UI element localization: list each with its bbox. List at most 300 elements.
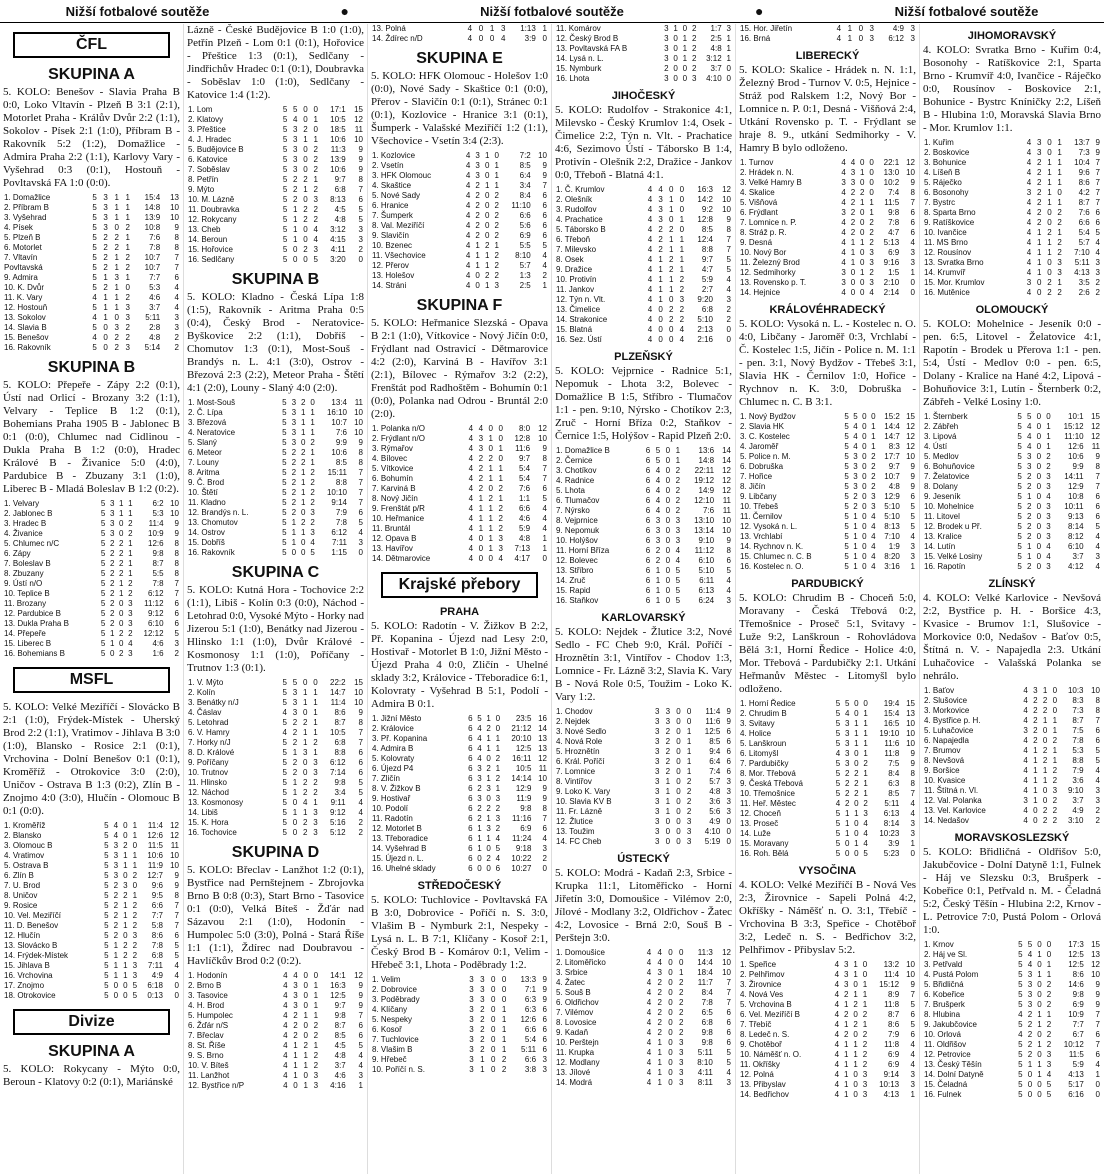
stat-cell: 5 xyxy=(844,432,849,441)
stat-cell: 5:4 xyxy=(519,464,531,473)
team-cell: 14. FC Cheb xyxy=(556,837,602,846)
table-row xyxy=(923,218,1101,228)
stat-cell: 5 xyxy=(282,468,287,477)
stat-cell: 2 xyxy=(132,951,138,960)
stat-cell: 8:7 xyxy=(334,718,346,727)
stat-cell: 3 xyxy=(686,827,692,836)
table-row xyxy=(187,1081,364,1091)
stat-cell: 4 xyxy=(1026,422,1032,431)
stat-cell: 1 xyxy=(478,524,484,533)
stat-cell: 7 xyxy=(1095,1040,1100,1049)
team-cell: 11. Horní Bříza xyxy=(556,546,610,555)
table-row xyxy=(739,839,916,849)
stat-cell: 0 xyxy=(303,155,308,164)
stat-cell: 2:10 xyxy=(883,278,900,287)
stat-cell: 6 xyxy=(468,724,473,733)
stat-cell: 0 xyxy=(860,208,865,217)
stat-cell: 5 xyxy=(655,446,661,455)
stat-cell: 0 xyxy=(303,768,308,777)
table-row xyxy=(739,278,916,288)
table-row xyxy=(187,125,364,135)
stat-cell: 5 xyxy=(100,509,106,518)
table-row xyxy=(923,442,1101,452)
stat-cell: 0 xyxy=(860,178,865,187)
stat-cell: 0 xyxy=(862,452,867,461)
stat-cell: 6:12 xyxy=(330,758,346,767)
stat-cell: 0 xyxy=(844,849,850,858)
stat-cell: 16:3 xyxy=(697,185,713,194)
stat-cell: 1 xyxy=(853,552,858,561)
team-cell: 11. Štítná n. Vl. xyxy=(924,786,979,795)
stat-cell: 2 xyxy=(310,498,315,507)
stat-cell: 2 xyxy=(494,191,499,200)
stat-cell: 1 xyxy=(480,1065,485,1074)
stat-cell: 22:11 xyxy=(694,466,715,475)
team-cell: 16. Vrchovina xyxy=(4,971,53,980)
stat-cell: 5 xyxy=(1095,756,1100,765)
stat-cell: 6 xyxy=(542,211,547,220)
stat-cell: 1 xyxy=(125,213,130,222)
stat-cell: 2 xyxy=(1095,816,1100,825)
stat-cell: 1 xyxy=(1033,756,1038,765)
table-row xyxy=(371,844,548,854)
stat-cell: 1 xyxy=(114,293,119,302)
table-row xyxy=(923,990,1101,1000)
stat-cell: 0 xyxy=(854,829,859,838)
stat-cell: 8:3 xyxy=(1072,696,1084,705)
stat-cell: 7 xyxy=(726,998,731,1007)
table-row xyxy=(187,718,364,728)
stat-cell: 3 xyxy=(657,968,662,977)
stat-cell: 5 xyxy=(358,1041,363,1050)
stat-cell: 1 xyxy=(292,748,298,757)
stat-cell: 3 xyxy=(665,717,671,726)
team-cell: 2. Hrádek n. N. xyxy=(740,168,794,177)
stat-cell: 1 xyxy=(1033,786,1038,795)
stat-cell: 2 xyxy=(313,215,318,224)
stat-cell: 5 xyxy=(282,478,287,487)
team-cell: 6. Napajedla xyxy=(924,736,969,745)
stat-cell: 0 xyxy=(858,24,864,33)
stat-cell: 0 xyxy=(1027,1080,1033,1089)
stat-cell: 16:5 xyxy=(883,719,900,728)
table-row xyxy=(555,295,732,305)
table-row xyxy=(187,728,364,738)
stat-cell: 6 xyxy=(645,486,651,495)
stat-cell: 5 xyxy=(358,215,363,224)
stat-cell: 1 xyxy=(484,251,490,260)
stat-cell: 8:7 xyxy=(888,1010,900,1019)
stat-cell: 3:16 xyxy=(884,562,900,571)
stat-cell: 8:7 xyxy=(152,559,164,568)
table-row xyxy=(187,548,364,558)
stat-cell: 4:8 xyxy=(710,44,722,53)
stat-cell: 1 xyxy=(495,764,501,773)
table-row xyxy=(739,482,916,492)
team-cell: 4. Jaroměř xyxy=(740,442,779,451)
stat-cell: 7 xyxy=(358,185,363,194)
stat-cell: 4 xyxy=(834,1000,840,1009)
stat-cell: 2 xyxy=(488,494,493,503)
table-row xyxy=(3,881,180,891)
stat-cell: 4 xyxy=(1026,432,1032,441)
stat-cell: 0 xyxy=(303,981,308,990)
stat-cell: 1 xyxy=(303,1061,308,1070)
stat-cell: 5 xyxy=(292,678,298,687)
stat-cell: 9 xyxy=(910,178,915,187)
stat-cell: 3 xyxy=(313,1081,319,1090)
stat-cell: 6 xyxy=(645,466,651,475)
stat-cell: 3 xyxy=(910,34,915,43)
stat-cell: 3 xyxy=(358,538,363,547)
stat-cell: 4 xyxy=(834,1020,840,1029)
stat-cell: 9:8 xyxy=(701,1028,713,1037)
stat-cell: 5 xyxy=(282,518,287,527)
stat-cell: 6:6 xyxy=(519,504,531,513)
column-3 xyxy=(368,24,552,1174)
stat-cell: 6 xyxy=(468,794,473,803)
team-cell: 9. S. Brno xyxy=(188,1051,224,1060)
stat-cell: 3 xyxy=(844,960,849,969)
stat-cell: 1 xyxy=(475,251,480,260)
stat-cell: 2 xyxy=(1033,696,1038,705)
stat-cell: 3 xyxy=(478,444,484,453)
stat-cell: 4 xyxy=(1026,218,1032,227)
table-row xyxy=(739,512,916,522)
stat-cell: 5:4 xyxy=(1078,228,1090,237)
table-row xyxy=(923,756,1101,766)
stat-cell: 5 xyxy=(844,552,849,561)
team-cell: 7. Bystrc xyxy=(924,198,956,207)
stat-cell: 8 xyxy=(542,454,547,463)
stat-cell: 1 xyxy=(132,821,138,830)
stat-cell: 3 xyxy=(1046,522,1051,531)
stat-cell: 2 xyxy=(103,283,108,292)
stat-cell: 9:10 xyxy=(1067,786,1084,795)
stat-cell: 0 xyxy=(726,817,731,826)
stat-cell: 5 xyxy=(293,105,298,114)
table-row xyxy=(371,171,548,181)
stat-cell: 3 xyxy=(664,44,669,53)
table-row xyxy=(555,195,732,205)
team-cell: 9. Loko K. Vary xyxy=(556,787,611,796)
stat-cell: 4 xyxy=(871,512,876,521)
stat-cell: 2 xyxy=(128,589,133,598)
table-row xyxy=(555,807,732,817)
stat-cell: 4 xyxy=(834,1090,840,1099)
stat-cell: 3 xyxy=(853,472,858,481)
stat-cell: 9 xyxy=(910,980,915,989)
stat-cell: 16 xyxy=(538,714,547,723)
stat-cell: 5 xyxy=(282,125,288,134)
stat-cell: 4 xyxy=(128,639,133,648)
stat-cell: 10:27 xyxy=(511,864,532,873)
team-cell: 1. Jižní Město xyxy=(372,714,422,723)
stat-cell: 3 xyxy=(853,462,858,471)
table-row xyxy=(371,784,548,794)
table-row xyxy=(3,313,180,323)
stat-cell: 1 xyxy=(657,1058,662,1067)
stat-cell: 9 xyxy=(726,707,731,716)
stat-cell: 22:1 xyxy=(883,158,900,167)
team-cell: 15. Nymburk xyxy=(556,64,602,73)
stat-cell: 5:10 xyxy=(884,502,900,511)
stat-cell: 11:24 xyxy=(511,834,532,843)
stat-cell: 2 xyxy=(665,727,671,736)
stat-cell: 4 xyxy=(92,333,97,342)
team-cell: 13. Povltavská FA B xyxy=(556,44,628,53)
stat-cell: 2 xyxy=(486,764,491,773)
table-row xyxy=(371,1005,548,1015)
stat-cell: 6:2 xyxy=(152,499,164,508)
stat-cell: 1 xyxy=(844,1000,849,1009)
stat-cell: 4 xyxy=(1046,542,1051,551)
table-row xyxy=(923,1050,1101,1060)
table-row xyxy=(923,278,1101,288)
stat-cell: 3 xyxy=(726,1078,731,1087)
table-row xyxy=(3,931,180,941)
stat-cell: 1:13 xyxy=(520,24,536,33)
region-title: ZLÍNSKÝ xyxy=(988,578,1036,590)
stat-cell: 6:4 xyxy=(519,171,531,180)
stat-cell: 10 xyxy=(538,151,547,160)
stat-cell: 5 xyxy=(100,589,106,598)
table-row xyxy=(187,498,364,508)
team-cell: 14. Nedašov xyxy=(924,816,969,825)
stat-cell: 4 xyxy=(658,185,663,194)
stat-cell: 0 xyxy=(668,1058,673,1067)
table-row xyxy=(923,238,1101,248)
team-cell: 14. Ostrov xyxy=(188,528,225,537)
stat-cell: 9 xyxy=(1095,990,1100,999)
stat-cell: 0 xyxy=(910,288,915,297)
stat-cell: 0 xyxy=(668,1048,673,1057)
team-cell: 8. Dolany xyxy=(924,482,958,491)
stat-cell: 3:7 xyxy=(710,64,722,73)
stat-cell: 1 xyxy=(863,789,868,798)
stat-cell: 2 xyxy=(664,64,669,73)
stat-cell: 2 xyxy=(113,921,119,930)
stat-cell: 1 xyxy=(113,961,119,970)
team-cell: 1. Velvary xyxy=(4,499,40,508)
stat-cell: 11 xyxy=(354,125,363,134)
stat-cell: 0 xyxy=(103,323,108,332)
stat-cell: 4 xyxy=(468,444,474,453)
stat-cell: 7:11 xyxy=(147,961,163,970)
region-title: KRÁLOVÉHRADECKÝ xyxy=(769,304,886,316)
stat-cell: 8:9 xyxy=(888,990,900,999)
stat-cell: 2 xyxy=(1057,208,1062,217)
stat-cell: 5 xyxy=(104,881,109,890)
stat-cell: 0 xyxy=(668,295,674,304)
stat-cell: 6 xyxy=(910,1030,915,1039)
stat-cell: 8:6 xyxy=(151,931,163,940)
stat-cell: 12:9 xyxy=(884,492,900,501)
stat-cell: 2 xyxy=(1057,248,1062,257)
stat-cell: 7 xyxy=(358,498,363,507)
stat-cell: 3 xyxy=(313,195,318,204)
team-cell: 3. Chotíkov xyxy=(556,466,597,475)
stat-cell: 2 xyxy=(862,1010,868,1019)
table-row xyxy=(555,205,732,215)
stat-cell: 5 xyxy=(1017,452,1022,461)
table-row xyxy=(3,619,180,629)
team-cell: 8. Hlubina xyxy=(924,1010,961,1019)
table-row xyxy=(3,233,180,243)
stat-cell: 0 xyxy=(679,185,685,194)
stat-cell: 3 xyxy=(109,519,115,528)
stat-cell: 1 xyxy=(1036,228,1042,237)
table-row xyxy=(187,1011,364,1021)
stat-cell: 4 xyxy=(655,466,661,475)
stat-cell: 6 xyxy=(645,476,651,485)
stat-cell: 1 xyxy=(862,1020,868,1029)
team-cell: 4. Líšeň B xyxy=(924,168,961,177)
team-cell: 4. J. Hradec xyxy=(188,135,232,144)
stat-cell: 5:7 xyxy=(519,261,531,270)
stat-cell: 3 xyxy=(128,599,133,608)
stat-cell: 11:8 xyxy=(884,1040,900,1049)
table-row xyxy=(3,519,180,529)
stat-cell: 2 xyxy=(498,514,503,523)
stat-cell: 4 xyxy=(283,1081,288,1090)
stat-cell: 0 xyxy=(123,831,128,840)
stat-cell: 4 xyxy=(465,271,471,280)
stat-cell: 2 xyxy=(853,1000,858,1009)
stat-cell: 4:7 xyxy=(888,228,900,237)
stat-cell: 4 xyxy=(465,281,471,290)
stat-cell: 5:7 xyxy=(1078,238,1090,247)
stat-cell: 3 xyxy=(293,145,298,154)
stat-cell: 0 xyxy=(676,787,681,796)
stat-cell: 1 xyxy=(657,1048,662,1057)
team-cell: 16. Mutěnice xyxy=(924,288,970,297)
table-row xyxy=(371,281,548,291)
stat-cell: 6:8 xyxy=(701,1018,713,1027)
stat-cell: 4 xyxy=(646,1048,652,1057)
stat-cell: 11 xyxy=(722,506,731,515)
team-cell: 14. Krumvíř xyxy=(924,268,966,277)
team-cell: 2. Slušovice xyxy=(924,696,968,705)
stat-cell: 3 xyxy=(1057,258,1062,267)
stat-cell: 4:15 xyxy=(330,235,346,244)
round-results: 5. KOLO: Kladno - Česká Lípa 1:8 (1:5), Rakovník - Aritma Praha 0:5 (0:4), Český Brod - Neratovice-Byškovice 2:2 (1:1), Dobříš - Chomutov 1:3 (0:1), Most-Souš - Brandýs n. L. 4:1 (3:0), Ostrov - Březová 2:3 (2:2), Meteor Praha - Štětí 4:1 (2:0), Louny - Slaný 4:0 (2:0). xyxy=(187,291,364,394)
table-row xyxy=(555,536,732,546)
stat-cell: 5 xyxy=(282,245,288,254)
table-row xyxy=(739,432,916,442)
stat-cell: 16:3 xyxy=(330,981,346,990)
table-row xyxy=(555,777,732,787)
stat-cell: 1 xyxy=(313,1011,319,1020)
stat-cell: 1 xyxy=(658,275,663,284)
standings-table xyxy=(371,24,548,44)
stat-cell: 8:5 xyxy=(888,789,900,798)
stat-cell: 2 xyxy=(125,253,130,262)
stat-cell: 3 xyxy=(1036,148,1042,157)
team-cell: 5. Višňová xyxy=(740,198,778,207)
stat-cell: 0 xyxy=(668,998,673,1007)
stat-cell: 9 xyxy=(542,794,547,803)
team-cell: 13. Vrchlabí xyxy=(740,532,783,541)
stat-cell: 2 xyxy=(310,468,315,477)
stat-cell: 2 xyxy=(303,215,308,224)
stat-cell: 2 xyxy=(291,498,297,507)
stat-cell: 0 xyxy=(358,548,363,557)
stat-cell: 3 xyxy=(495,794,501,803)
team-cell: 3. Svitavy xyxy=(740,719,775,728)
table-row xyxy=(555,737,732,747)
stat-cell: 14 xyxy=(722,456,731,465)
stat-cell: 10 xyxy=(170,851,179,860)
stat-cell: 3:6 xyxy=(709,797,721,806)
stat-cell: 5 xyxy=(92,253,97,262)
table-row xyxy=(739,472,916,482)
stat-cell: 0 xyxy=(1036,462,1042,471)
team-cell: 13. Holešov xyxy=(372,271,415,280)
stat-cell: 1 xyxy=(125,273,130,282)
stat-cell: 5 xyxy=(863,849,868,858)
stat-cell: 1 xyxy=(682,44,688,53)
league-title-krajske: Krajské přebory xyxy=(381,572,538,598)
team-cell: 11. Všechovice xyxy=(372,251,426,260)
stat-cell: 3 xyxy=(501,24,506,33)
stat-cell: 3 xyxy=(292,698,298,707)
table-row xyxy=(923,940,1101,950)
stat-cell: 5 xyxy=(844,522,849,531)
stat-cell: 5 xyxy=(910,502,915,511)
team-cell: 8. Sparta Brno xyxy=(924,208,976,217)
stat-cell: 5 xyxy=(1018,950,1023,959)
team-cell: 9. Č. Brod xyxy=(188,478,225,487)
stat-cell: 2 xyxy=(853,492,858,501)
stat-cell: 0 xyxy=(862,472,867,481)
stat-cell: 0 xyxy=(1057,188,1062,197)
stat-cell: 12 xyxy=(1091,422,1100,431)
stat-cell: 15:12 xyxy=(879,980,900,989)
stat-cell: 2 xyxy=(1052,776,1058,785)
stat-cell: 7:9 xyxy=(1072,766,1084,775)
stat-cell: 5:3 xyxy=(152,509,164,518)
team-cell: 1. Domažlice B xyxy=(556,446,610,455)
stat-cell: 3 xyxy=(1026,278,1032,287)
stat-cell: 8 xyxy=(358,175,363,184)
stat-cell: 0 xyxy=(303,971,308,980)
team-cell: 16. Rakovník xyxy=(188,548,235,557)
stat-cell: 1 xyxy=(501,1025,507,1034)
stat-cell: 4:8 xyxy=(149,333,161,342)
team-cell: 2. Příbram B xyxy=(4,203,49,212)
team-cell: 11. Doubravka xyxy=(188,205,240,214)
team-cell: 3. C. Kostelec xyxy=(740,432,790,441)
stat-cell: 5 xyxy=(282,448,287,457)
stat-cell: 3 xyxy=(358,225,363,234)
stat-cell: 9:5 xyxy=(151,891,163,900)
column-4 xyxy=(552,24,736,1174)
stat-cell: 1 xyxy=(300,478,306,487)
table-row xyxy=(3,499,180,509)
stat-cell: 0 xyxy=(174,991,179,1000)
stat-cell: 10 xyxy=(354,688,363,697)
stat-cell: 0 xyxy=(303,678,308,687)
stat-cell: 2 xyxy=(1026,482,1032,491)
team-cell: 9. Admira xyxy=(4,273,38,282)
table-row xyxy=(187,175,364,185)
table-row xyxy=(371,444,548,454)
stat-cell: 9 xyxy=(910,749,915,758)
stat-cell: 0 xyxy=(668,1028,673,1037)
stat-cell: 5 xyxy=(282,165,288,174)
stat-cell: 4:9 xyxy=(151,971,163,980)
